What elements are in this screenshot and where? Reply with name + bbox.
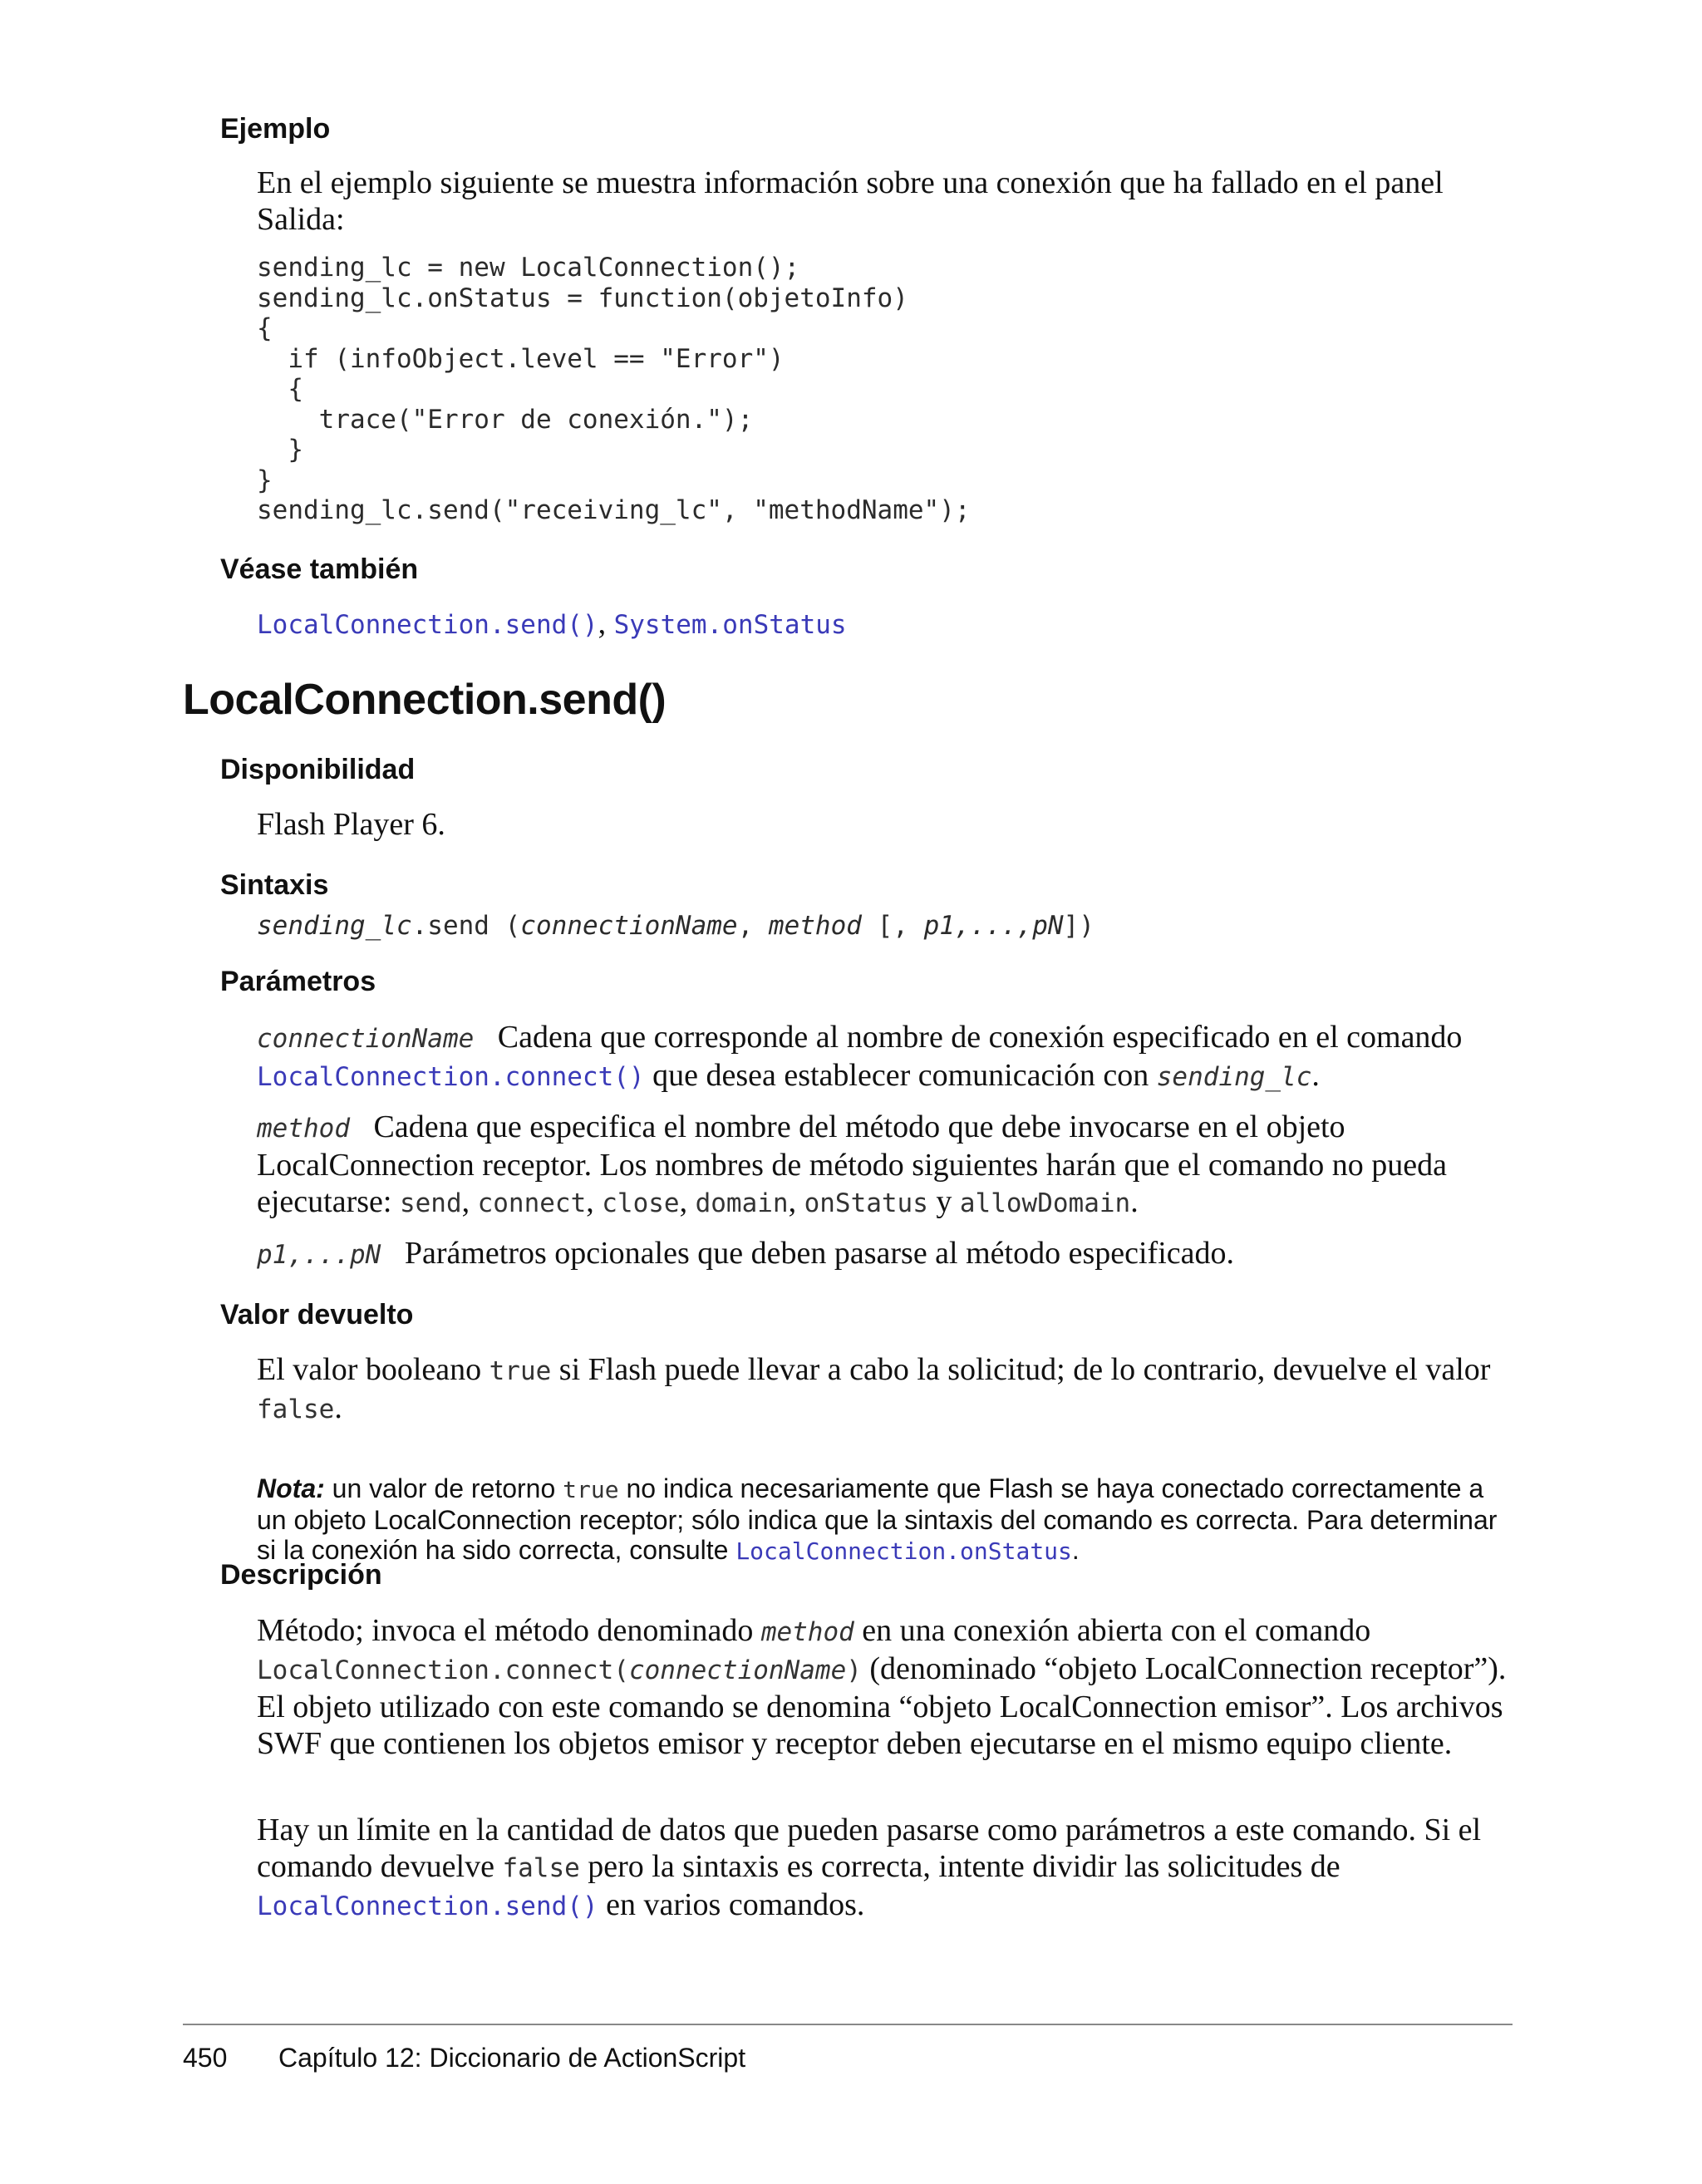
valor-text	[257, 1351, 1520, 1428]
param-name: p1,...pN	[257, 1240, 381, 1270]
note-code-true: true	[563, 1476, 619, 1503]
link-system-onstatus[interactable]: System.onStatus	[613, 610, 847, 640]
code-method: method	[760, 1617, 854, 1647]
section-heading-sintaxis: Sintaxis	[220, 869, 329, 901]
section-heading-disponibilidad: Disponibilidad	[220, 754, 416, 785]
code-paren: )	[846, 1655, 862, 1685]
syntax-arg-method: method	[768, 911, 862, 941]
section-heading-descripcion: Descripción	[220, 1559, 382, 1591]
param-pn	[257, 1235, 1520, 1273]
link-localconnection-send-2[interactable]: LocalConnection.send()	[257, 1891, 598, 1921]
note-t2: no indica necesariamente que Flash se haya conectado correctamente a un objeto LocalConnection receptor; sólo indica que la sintaxis del comando es correcta. Para determinar si la conexión ha sido correcta, consulte	[257, 1473, 1498, 1565]
param-desc: Cadena que corresponde al nombre de conexión especificado en el comando	[497, 1020, 1463, 1055]
disponibilidad-text: Flash Player 6.	[257, 807, 445, 842]
page-footer	[183, 2043, 745, 2073]
param-name: connectionName	[257, 1024, 475, 1054]
syntax-optional-open: [,	[861, 911, 924, 941]
link-localconnection-send[interactable]: LocalConnection.send()	[257, 610, 598, 640]
param-desc-cont: que desea establecer comunicación con	[652, 1058, 1149, 1093]
chapter-title: Capítulo 12: Diccionario de ActionScript	[278, 2043, 746, 2073]
param-code: sending_lc	[1156, 1062, 1312, 1092]
code-false: false	[502, 1853, 580, 1883]
valor-t2: si Flash puede llevar a cabo la solicitud; de lo contrario, devuelve el valor	[558, 1352, 1491, 1387]
ejemplo-intro: En el ejemplo siguiente se muestra información sobre una conexión que ha fallado en el panel Salida:	[257, 165, 1444, 237]
conj-y: y	[936, 1184, 952, 1219]
code-send: send	[399, 1188, 462, 1218]
footer-rule	[183, 2024, 1513, 2025]
param-name: method	[257, 1114, 350, 1144]
note-t1: un valor de retorno	[332, 1473, 556, 1503]
param-end: .	[1311, 1058, 1320, 1093]
code-true: true	[489, 1356, 552, 1386]
descripcion-p2	[257, 1812, 1520, 1925]
link-localconnection-onstatus[interactable]: LocalConnection.onStatus	[735, 1537, 1072, 1565]
descripcion-p1	[257, 1612, 1520, 1762]
param-desc: Parámetros opcionales que deben pasarse al método especificado.	[404, 1236, 1234, 1271]
syntax-arg-pn: p1,...,pN	[923, 911, 1064, 941]
section-heading-parametros: Parámetros	[220, 966, 376, 997]
valor-t3: .	[334, 1390, 342, 1425]
desc2-t3: en varios comandos.	[606, 1887, 865, 1922]
param-desc: Cadena que especifica el nombre del método que debe invocarse en el objeto LocalConnection receptor. Los nombres de método siguientes harán que el comando no pueda ejecutarse:	[257, 1109, 1447, 1219]
code-connectionname: connectionName	[628, 1655, 847, 1685]
code-allowdomain: allowDomain	[959, 1188, 1131, 1218]
syntax-arg-connectionname: connectionName	[520, 911, 738, 941]
page-number: 450	[183, 2043, 228, 2073]
code-connect: connect	[477, 1188, 587, 1218]
section-heading-vease: Véase también	[220, 553, 419, 585]
ejemplo-code-block: sending_lc = new LocalConnection(); sending_lc.onStatus = function(objetoInfo) { if (infoObject.level == "Error") { trace("Error de conexión."); } } sending_lc.send("receiving_lc", "methodName");	[257, 253, 971, 525]
code-domain: domain	[695, 1188, 789, 1218]
section-heading-ejemplo: Ejemplo	[220, 113, 331, 145]
desc-t1: Método; invoca el método denominado	[257, 1613, 754, 1648]
link-separator: ,	[598, 606, 614, 641]
syntax-object: sending_lc	[257, 911, 412, 941]
note-end: .	[1071, 1535, 1080, 1565]
code-close: close	[602, 1188, 680, 1218]
syntax-close: ])	[1063, 911, 1094, 941]
note-label: Nota:	[257, 1473, 325, 1503]
note-box	[257, 1473, 1520, 1567]
desc-t3: (denominado “objeto LocalConnection receptor”). El objeto utilizado con este comando se denomina “objeto LocalConnection emisor”. Los archivos SWF que contienen los objetos emisor y receptor deben ejecutarse en el mismo equipo cliente.	[257, 1651, 1507, 1761]
vease-links	[257, 605, 1520, 643]
param-method: method Cadena que especifica el nombre del método que debe invocarse en el objeto LocalConnection receptor. Los nombres de método siguientes harán que el comando no pueda ejecutarse: send, connect, close, domain, onStatus y allowDomain.	[257, 1109, 1447, 1219]
syntax-method: .send (	[411, 911, 521, 941]
code-connect-call: LocalConnection.connect(	[257, 1655, 629, 1685]
entry-title: LocalConnection.send()	[183, 676, 667, 724]
sintaxis-signature	[257, 911, 1094, 942]
code-false: false	[257, 1395, 335, 1424]
valor-t1: El valor booleano	[257, 1352, 482, 1387]
desc-t2: en una conexión abierta con el comando	[862, 1613, 1371, 1648]
link-localconnection-connect[interactable]: LocalConnection.connect()	[257, 1062, 645, 1092]
syntax-comma: ,	[737, 911, 769, 941]
code-onstatus: onStatus	[804, 1188, 928, 1218]
section-heading-valor: Valor devuelto	[220, 1299, 414, 1331]
desc2-t1: Hay un límite en la cantidad de datos que pueden pasarse como parámetros a este comando. Si el comando devuelve	[257, 1813, 1482, 1884]
desc2-t2: pero la sintaxis es correcta, intente dividir las solicitudes de	[588, 1849, 1340, 1884]
param-connectionname	[257, 1019, 1520, 1095]
